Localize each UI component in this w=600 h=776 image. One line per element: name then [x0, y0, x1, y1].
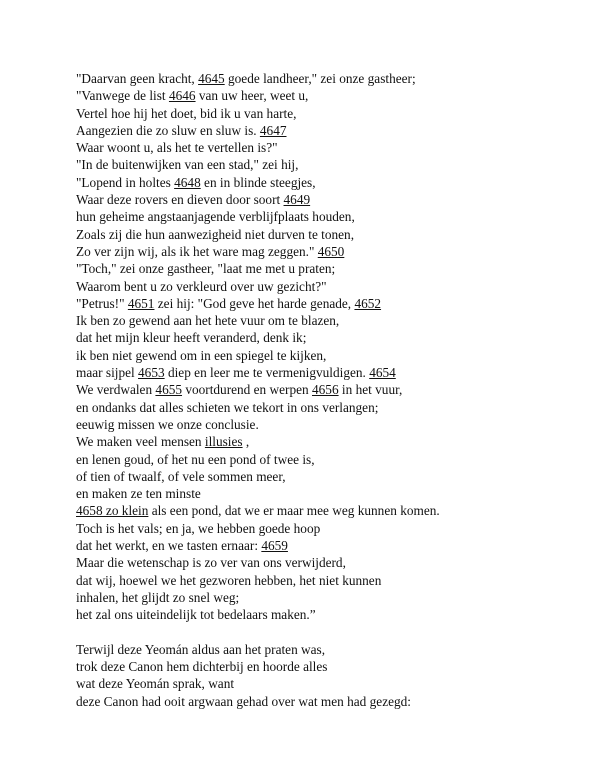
poem-line: [76, 589, 586, 606]
poem-line: [76, 87, 586, 104]
line-text: "Vanwege de list: [76, 88, 169, 104]
poem-line: [76, 520, 586, 537]
poem-line: [76, 606, 586, 623]
line-text: het zal ons uiteindelijk tot bedelaars maken.”: [76, 607, 316, 623]
poem-line: [76, 572, 586, 589]
line-text: dat wij, hoewel we het gezworen hebben, het niet kunnen: [76, 572, 382, 588]
footnote-link[interactable]: illusies: [204, 434, 243, 450]
poem-line: [76, 364, 586, 381]
poem-line: [76, 693, 586, 710]
footnote-link[interactable]: 4645: [198, 71, 225, 86]
poem-line: [76, 208, 586, 225]
line-text: Waar woont u, als het te vertellen is?": [76, 140, 278, 156]
line-text: hun geheime angstaanjagende verblijfplaats houden,: [76, 209, 355, 225]
line-text: "In de buitenwijken van een stad," zei hij,: [76, 157, 299, 173]
poem-line: [76, 70, 586, 87]
footnote-link[interactable]: 4647: [259, 122, 287, 138]
line-text: Waar deze rovers en dieven door soort: [76, 192, 284, 208]
line-text: of tien of twaalf, of vele sommen meer,: [76, 468, 286, 484]
poem-line: [76, 675, 586, 692]
line-text: "Lopend in holtes: [76, 174, 175, 190]
line-text: en ondanks dat alles schieten we tekort in ons verlangen;: [76, 399, 379, 415]
line-text: We verdwalen: [76, 382, 156, 398]
line-text: inhalen, het glijdt zo snel weg;: [76, 589, 240, 605]
poem-line: [76, 329, 586, 346]
poem-line: [76, 191, 586, 208]
line-text: dat het werkt, en we tasten ernaar:: [76, 538, 262, 554]
poem-line: [76, 226, 586, 243]
poem-line: [76, 399, 586, 416]
poem-line: [76, 295, 586, 312]
line-text: Maar die wetenschap is zo ver van ons verwijderd,: [76, 555, 346, 571]
line-text: eeuwig missen we onze conclusie.: [76, 416, 259, 432]
poem-line: [76, 554, 586, 571]
line-text: van uw heer, weet u,: [195, 88, 309, 104]
line-text: in het vuur,: [338, 382, 403, 398]
poem-line: [76, 485, 586, 502]
poem-line: [76, 105, 586, 122]
footnote-link[interactable]: 4650: [317, 243, 345, 259]
document-page: [76, 70, 586, 710]
line-text: wat deze Yeomán sprak, want: [76, 676, 235, 692]
footnote-link[interactable]: 4648: [174, 174, 201, 190]
line-text: dat het mijn kleur heeft veranderd, denk ik;: [76, 330, 307, 346]
poem-line: [76, 243, 586, 260]
line-text: zei hij: "God geve het harde genade,: [154, 295, 355, 311]
line-text: trok deze Canon hem dichterbij en hoorde alles: [76, 659, 328, 675]
poem-line: [76, 433, 586, 450]
line-text: Vertel hoe hij het doet, bid ik u van harte,: [76, 105, 297, 121]
stanza-gap: [76, 624, 586, 641]
poem-line: [76, 468, 586, 485]
footnote-link[interactable]: 4653: [138, 365, 165, 381]
line-text: diep en leer me te vermenigvuldigen.: [164, 365, 370, 381]
poem-line: [76, 537, 586, 554]
footnote-link[interactable]: 4656: [312, 382, 339, 398]
footnote-link[interactable]: 4649: [283, 192, 311, 208]
line-text: Toch is het vals; en ja, we hebben goede hoop: [76, 520, 321, 536]
poem-line: [76, 122, 586, 139]
line-text: als een pond, dat we er maar mee weg kunnen komen.: [148, 503, 440, 519]
line-text: en in blinde steegjes,: [200, 174, 316, 190]
footnote-link[interactable]: 4655: [155, 382, 183, 398]
poem-line: [76, 139, 586, 156]
stanza-1: [76, 70, 586, 624]
line-text: ,: [242, 434, 250, 450]
poem-line: [76, 312, 586, 329]
poem-line: [76, 381, 586, 398]
line-text: ik ben niet gewend om in een spiegel te kijken,: [76, 347, 327, 363]
line-text: "Toch," zei onze gastheer, "laat me met u praten;: [76, 261, 336, 277]
line-text: We maken veel mensen: [76, 434, 205, 450]
line-text: Aangezien die zo sluw en sluw is.: [76, 122, 260, 138]
footnote-link[interactable]: 4659: [261, 538, 288, 554]
line-text: Waarom bent u zo verkleurd over uw gezicht?": [76, 278, 327, 294]
line-text: Zoals zij die hun aanwezigheid niet durven te tonen,: [76, 226, 355, 242]
line-text: maar sijpel: [76, 365, 139, 381]
poem-line: [76, 416, 586, 433]
poem-line: [76, 347, 586, 364]
line-text: "Petrus!": [76, 295, 128, 311]
poem-line: [76, 174, 586, 191]
line-text: goede landheer," zei onze gastheer;: [224, 71, 416, 86]
line-text: voortdurend en werpen: [182, 382, 312, 398]
footnote-link[interactable]: 4651: [127, 295, 155, 311]
line-text: Terwijl deze Yeomán aldus aan het praten was,: [76, 641, 326, 657]
footnote-link[interactable]: 4654: [369, 365, 396, 381]
poem-line: [76, 260, 586, 277]
poem-line: [76, 658, 586, 675]
poem-line: [76, 156, 586, 173]
footnote-link[interactable]: 4652: [354, 295, 382, 311]
line-text: "Daarvan geen kracht,: [76, 71, 199, 86]
line-text: Ik ben zo gewend aan het hete vuur om te blazen,: [76, 313, 340, 329]
line-text: Zo ver zijn wij, als ik het ware mag zeggen.": [76, 243, 318, 259]
poem-line: [76, 502, 586, 519]
line-text: en lenen goud, of het nu een pond of twee is,: [76, 451, 315, 467]
footnote-link[interactable]: 4646: [168, 88, 196, 104]
poem-line: [76, 451, 586, 468]
line-text: en maken ze ten minste: [76, 486, 201, 502]
footnote-link[interactable]: 4658 zo klein: [76, 503, 149, 519]
poem-line: [76, 641, 586, 658]
stanza-2: [76, 641, 586, 710]
poem-line: [76, 278, 586, 295]
line-text: deze Canon had ooit argwaan gehad over wat men had gezegd:: [76, 693, 411, 709]
